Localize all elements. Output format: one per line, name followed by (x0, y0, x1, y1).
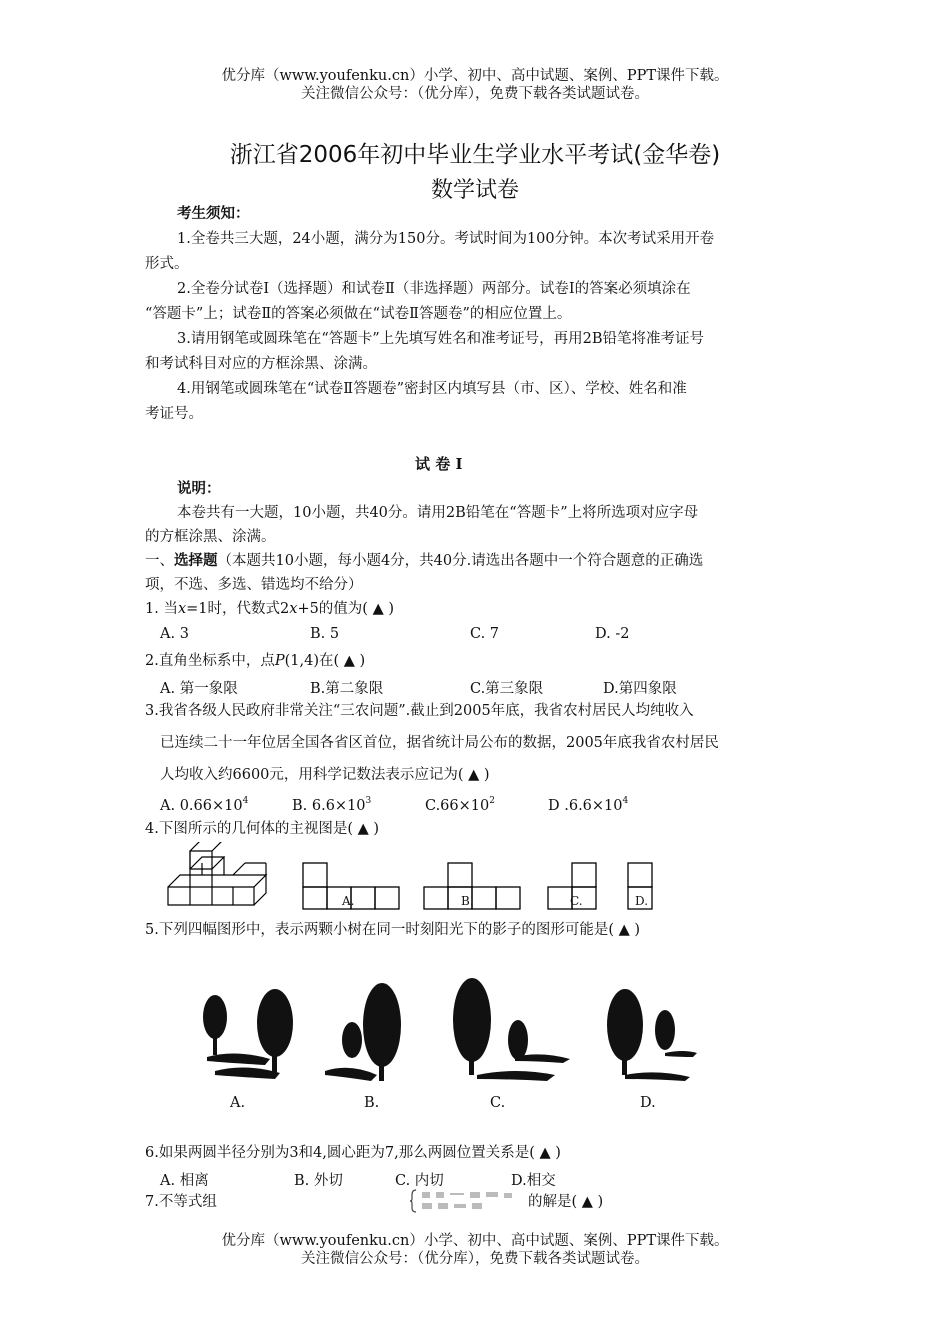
q1-option-c: C. 7 (470, 626, 500, 642)
notice-line: 1.全卷共三大题，24小题，满分为150分。考试时间为100分钟。本次考试采用开卷 (177, 231, 715, 247)
question-5: 5.下列四幅图形中，表示两颗小树在同一时刻阳光下的影子的图形可能是( ▲ ) (145, 922, 641, 938)
explain-line: 本卷共有一大题，10小题，共40分。请用2B铅笔在“答题卡”上将所选项对应字母 (177, 505, 699, 521)
notice-line: 和考试科目对应的方框涂黑、涂满。 (145, 356, 377, 372)
q1-mid: =1时，代数式2 (186, 601, 290, 617)
q4-label-d: D. (635, 894, 649, 908)
question-2 (145, 652, 365, 670)
notice-heading: 考生须知： (177, 205, 250, 222)
q5-label-d: D. (640, 1095, 656, 1111)
q3-d-exp: 4 (622, 796, 629, 806)
q1-pre: 1. 当 (145, 601, 178, 617)
notice-line: “答题卡”上；试卷Ⅱ的答案必须做在“试卷Ⅱ答题卷”的相应位置上。 (145, 306, 572, 322)
section-title: 试 卷 Ⅰ (415, 455, 463, 473)
q6-option-d: D.相交 (511, 1173, 556, 1189)
q3-c-base: C.66×10 (425, 798, 490, 814)
part-desc-2: 项，不选、多选、错选均不给分） (145, 577, 363, 593)
q6-option-b: B. 外切 (294, 1173, 343, 1189)
footer-line-1: 优分库（www.youfenku.cn）小学、初中、高中试题、案例、PPT课件下载。 (221, 1233, 729, 1249)
q2-option-a: A. 第一象限 (160, 681, 238, 697)
q1-var2: x (289, 601, 298, 617)
q5-label-a: A. (230, 1095, 246, 1111)
q1-option-a: A. 3 (160, 626, 189, 642)
q3-d-base: D .6.6×10 (548, 798, 623, 814)
part-prefix: 一、 (145, 553, 174, 569)
q3-option-d (548, 798, 628, 814)
q3-c-exp: 2 (489, 796, 495, 806)
part-heading (145, 552, 703, 570)
q3-option-b (292, 798, 371, 814)
q2-option-c: C.第三象限 (470, 681, 544, 697)
explain-line: 的方框涂黑、涂满。 (145, 529, 276, 545)
q2-option-d: D.第四象限 (603, 681, 677, 697)
part-desc: （本题共10小题，每小题4分，共40分.请选出各题中一个符合题意的正确选 (217, 553, 704, 569)
q4-label-c: C. (570, 894, 583, 908)
q1-post: +5的值为( ▲ ) (297, 601, 394, 617)
notice-line: 考证号。 (145, 406, 203, 422)
page-subtitle: 数学试卷 (430, 178, 519, 203)
q1-option-b: B. 5 (310, 626, 340, 642)
header-line-2: 关注微信公众号：（优分库），免费下载各类试题试卷。 (301, 86, 649, 102)
question-3-line: 已连续二十一年位居全国各省区首位，据省统计局公布的数据，2005年底我省农村居民 (160, 735, 719, 751)
question-6: 6.如果两圆半径分别为3和4,圆心距为7,那么两圆位置关系是( ▲ ) (145, 1145, 561, 1161)
q3-a-exp: 4 (242, 796, 249, 806)
q5-label-b: B. (364, 1095, 380, 1111)
q3-a-base: A. 0.66×10 (160, 798, 243, 814)
question-3-line: 人均收入约6600元，用科学记数法表示应记为( ▲ ) (160, 767, 490, 783)
question-1 (145, 600, 394, 618)
question-7-post: 的解是( ▲ ) (528, 1194, 604, 1210)
q4-label-b: B. (461, 894, 474, 908)
q1-var: x (177, 601, 187, 617)
q2-var: P (274, 653, 285, 669)
notice-line: 形式。 (145, 256, 189, 272)
q3-option-a (160, 798, 248, 814)
notice-line: 3.请用钢笔或圆珠笔在“答题卡”上先填写姓名和准考证号，再用2B铅笔将准考证号 (177, 331, 705, 347)
notice-line: 2.全卷分试卷Ⅰ（选择题）和试卷Ⅱ（非选择题）两部分。试卷Ⅰ的答案必须填涂在 (177, 281, 691, 297)
q6-option-c: C. 内切 (395, 1173, 444, 1189)
page-title: 浙江省2006年初中毕业生学业水平考试(金华卷) (229, 142, 721, 168)
q3-b-exp: 3 (365, 796, 372, 806)
inequality-system-image (410, 1188, 520, 1214)
question-7-pre: 7.不等式组 (145, 1194, 217, 1210)
q2-option-b: B.第二象限 (310, 681, 384, 697)
q5-label-c: C. (490, 1095, 506, 1111)
explain-heading: 说明： (177, 480, 221, 497)
q2-pre: 2.直角坐标系中，点 (145, 653, 275, 669)
q3-b-base: B. 6.6×10 (292, 798, 366, 814)
question-4: 4.下图所示的几何体的主视图是( ▲ ) (145, 821, 380, 837)
q4-label-a: A. (342, 894, 355, 908)
header-line-1: 优分库（www.youfenku.cn）小学、初中、高中试题、案例、PPT课件下载。 (221, 68, 729, 84)
question-3-line: 3.我省各级人民政府非常关注“三农问题”.截止到2005年底，我省农村居民人均纯收入 (145, 703, 694, 719)
tree-shadow-figures (185, 975, 715, 1090)
solid-figure (160, 842, 285, 912)
q3-option-c (425, 798, 495, 814)
q1-option-d: D. -2 (595, 626, 630, 642)
q2-post: (1,4)在( ▲ ) (284, 653, 366, 669)
footer-line-2: 关注微信公众号：（优分库），免费下载各类试题试卷。 (301, 1251, 649, 1267)
part-name: 选择题 (174, 552, 218, 569)
notice-line: 4.用钢笔或圆珠笔在“试卷Ⅱ答题卷”密封区内填写县（市、区）、学校、姓名和准 (177, 381, 687, 397)
q6-option-a: A. 相离 (160, 1173, 209, 1189)
